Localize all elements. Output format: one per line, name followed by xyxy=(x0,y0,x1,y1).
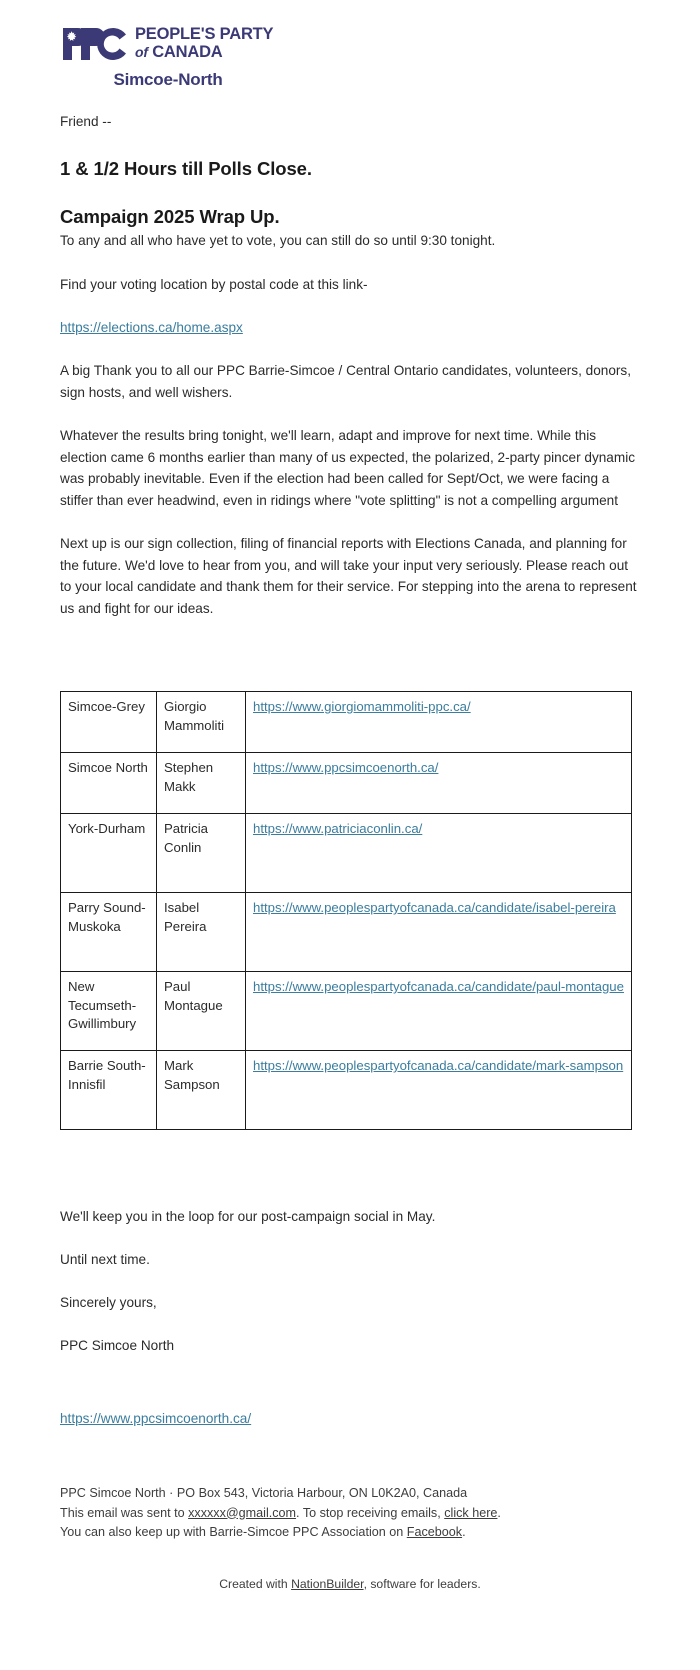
closing-line-until: Until next time. xyxy=(60,1252,150,1267)
footer-sent-suffix: . xyxy=(497,1505,501,1520)
cell-candidate-name: Stephen Makk xyxy=(157,753,246,814)
cell-candidate-name: Giorgio Mammoliti xyxy=(157,692,246,753)
candidate-site-link[interactable]: https://www.peoplespartyofcanada.ca/candidate/mark-sampson xyxy=(253,1058,624,1073)
paragraph-results-reflection: Whatever the results bring tonight, we'll learn, adapt and improve for next time. While this election came 6 months earlier than many of us expected, the polarized, 2-party pincer dynamic was probably inevitable. Even if the election had been called for Sept/Oct, we were facing a stiffer than ever headwind, even in ridings where "vote splitting" is not a compelling argument xyxy=(60,428,636,508)
cell-riding: Simcoe-Grey xyxy=(61,692,157,753)
candidate-site-link[interactable]: https://www.ppcsimcoenorth.ca/ xyxy=(253,760,439,775)
cell-candidate-url xyxy=(246,692,632,753)
logo-canada-word: CANADA xyxy=(152,43,223,61)
cell-riding: Parry Sound-Muskoka xyxy=(61,893,157,972)
facebook-link[interactable]: Facebook xyxy=(406,1525,463,1539)
unsubscribe-link[interactable]: click here xyxy=(444,1505,498,1520)
candidate-site-link[interactable]: https://www.peoplespartyofcanada.ca/candidate/paul-montague xyxy=(253,979,624,994)
cell-riding: Barrie South-Innisfil xyxy=(61,1051,157,1130)
cell-candidate-url xyxy=(246,1051,632,1130)
cell-riding: Simcoe North xyxy=(61,753,157,814)
paragraph-voting-deadline: To any and all who have yet to vote, you can still do so until 9:30 tonight. xyxy=(60,233,496,248)
candidates-table-container xyxy=(0,691,700,1130)
candidates-table xyxy=(60,691,632,1130)
cell-candidate-url xyxy=(246,753,632,814)
logo-of-word: of xyxy=(135,44,148,60)
candidate-site-link[interactable]: https://www.patriciaconlin.ca/ xyxy=(253,821,423,836)
ppc-simcoe-north-site-link[interactable]: https://www.ppcsimcoenorth.ca/ xyxy=(60,1411,252,1426)
cell-candidate-url xyxy=(246,893,632,972)
footer-sent-middle: . To stop receiving emails, xyxy=(296,1505,445,1520)
email-main-content xyxy=(0,112,700,619)
ppc-monogram-icon xyxy=(62,27,130,66)
cell-riding: York-Durham xyxy=(61,814,157,893)
footer-social-line xyxy=(60,1523,640,1543)
logo-line-2 xyxy=(135,44,273,61)
paragraph-thank-you: A big Thank you to all our PPC Barrie-Simcoe / Central Ontario candidates, volunteers, donors, sign hosts, and well wishers. xyxy=(60,363,631,400)
table-row xyxy=(61,692,632,753)
nationbuilder-link[interactable]: NationBuilder xyxy=(291,1576,364,1591)
table-row xyxy=(61,753,632,814)
footer-social-suffix: . xyxy=(462,1525,466,1539)
email-header xyxy=(0,0,700,90)
closing-line-signature: PPC Simcoe North xyxy=(60,1338,175,1353)
greeting-text: Friend -- xyxy=(60,114,112,129)
logo-riding-name: Simcoe-North xyxy=(113,70,223,89)
logo-line-1: PEOPLE'S PARTY xyxy=(135,25,274,43)
cell-candidate-name: Isabel Pereira xyxy=(157,893,246,972)
footer-address: PPC Simcoe North · PO Box 543, Victoria Harbour, ON L0K2A0, Canada xyxy=(60,1486,468,1500)
closing-block xyxy=(0,1206,700,1356)
recipient-email-link[interactable]: xxxxxx@gmail.com xyxy=(188,1505,297,1520)
cell-candidate-url xyxy=(246,814,632,893)
closing-line-sincerely: Sincerely yours, xyxy=(60,1295,157,1310)
table-row xyxy=(61,972,632,1051)
elections-link-line xyxy=(60,317,640,338)
footer-social-prefix: You can also keep up with Barrie-Simcoe PPC Association on xyxy=(60,1525,407,1539)
footer-sent-prefix: This email was sent to xyxy=(60,1505,189,1520)
credit-prefix: Created with xyxy=(219,1576,292,1591)
candidate-site-link[interactable]: https://www.peoplespartyofcanada.ca/candidate/isabel-pereira xyxy=(253,900,616,915)
table-row xyxy=(61,814,632,893)
paragraph-next-steps: Next up is our sign collection, filing of financial reports with Elections Canada, and planning for the future. We'd love to hear from you, and will take your input very seriously. Please reach out to your local candidate and thank them for their service. For stepping into the arena to represent us and fight for our ideas. xyxy=(60,536,637,616)
email-footer xyxy=(0,1484,700,1543)
candidate-site-link[interactable]: https://www.giorgiomammoliti-ppc.ca/ xyxy=(253,699,471,714)
cell-riding: New Tecumseth-Gwillimbury xyxy=(61,972,157,1051)
cell-candidate-name: Mark Sampson xyxy=(157,1051,246,1130)
headline-secondary: Campaign 2025 Wrap Up. xyxy=(60,206,280,227)
ppc-logo xyxy=(62,26,277,66)
closing-line-social: We'll keep you in the loop for our post-campaign social in May. xyxy=(60,1209,436,1224)
credit-suffix: , software for leaders. xyxy=(363,1576,481,1591)
logo-wordmark xyxy=(135,26,273,61)
nationbuilder-credit xyxy=(0,1575,700,1619)
table-row xyxy=(61,1051,632,1130)
footer-sent-line xyxy=(60,1504,640,1524)
elections-canada-link[interactable]: https://elections.ca/home.aspx xyxy=(60,320,243,335)
site-link-block xyxy=(0,1410,700,1428)
cell-candidate-name: Patricia Conlin xyxy=(157,814,246,893)
headline-primary: 1 & 1/2 Hours till Polls Close. xyxy=(60,158,312,179)
paragraph-find-location: Find your voting location by postal code at this link- xyxy=(60,276,368,292)
cell-candidate-name: Paul Montague xyxy=(157,972,246,1051)
table-row xyxy=(61,893,632,972)
cell-candidate-url xyxy=(246,972,632,1051)
